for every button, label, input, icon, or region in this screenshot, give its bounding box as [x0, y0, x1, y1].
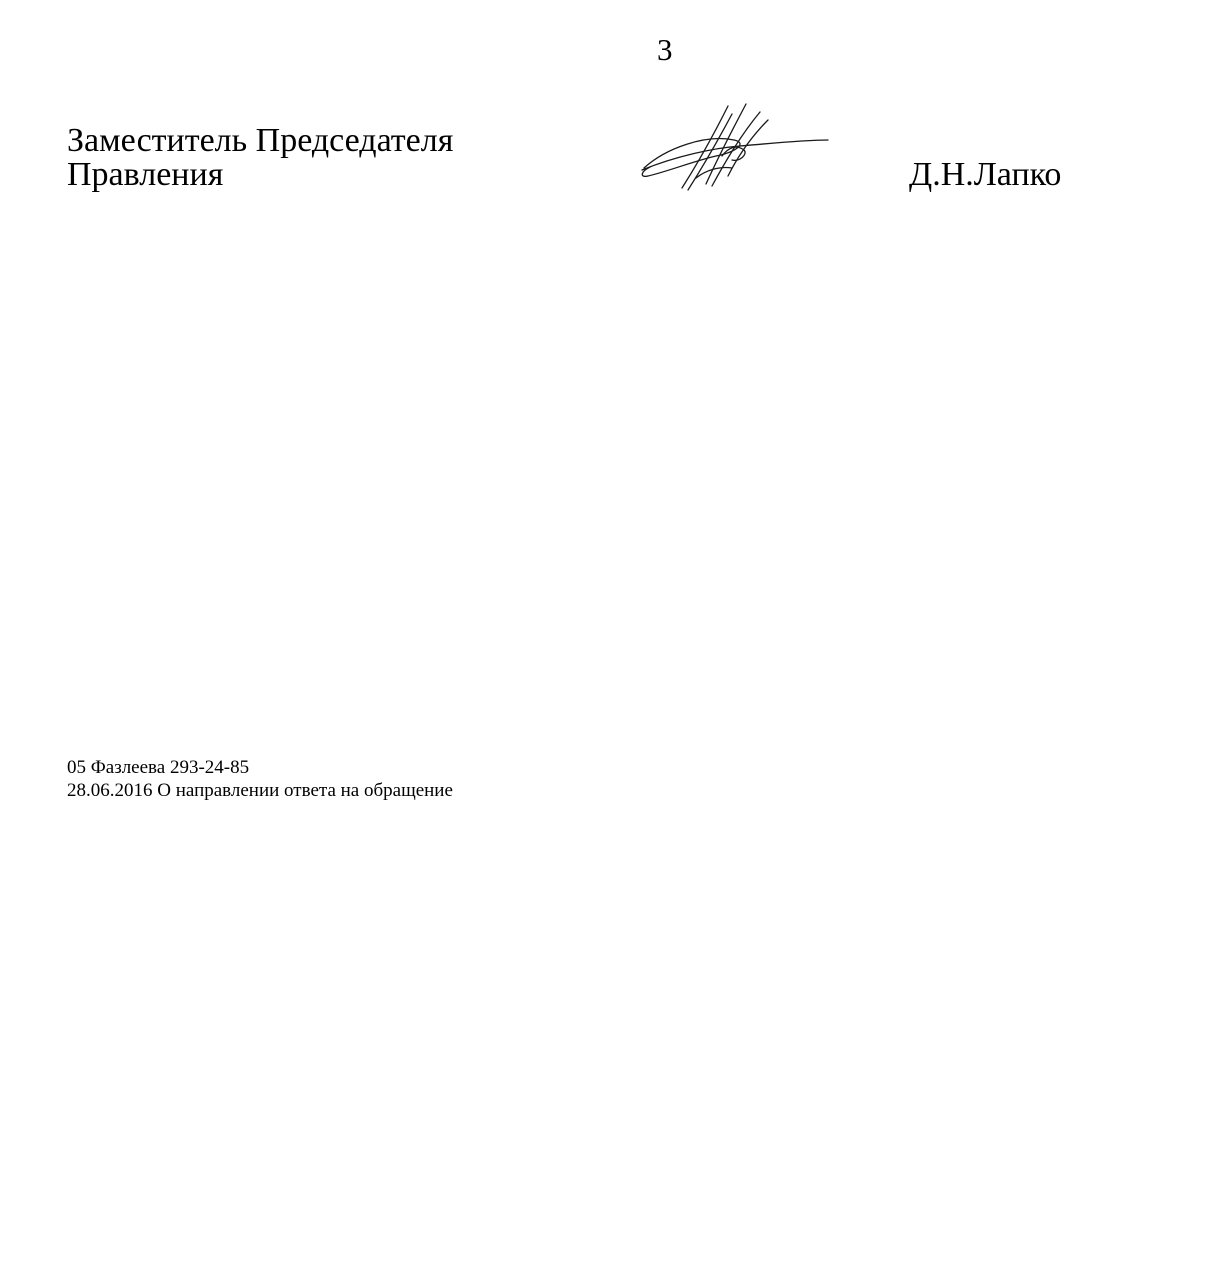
- document-reference-line: 28.06.2016 О направлении ответа на обращение: [67, 780, 453, 801]
- signatory-name: Д.Н.Лапко: [909, 156, 1062, 193]
- executor-contact-line: 05 Фазлеева 293-24-85: [67, 757, 250, 778]
- signatory-position-line-1: Заместитель Председателя: [67, 122, 454, 159]
- signatory-position: [67, 124, 453, 192]
- signatory-position-line-2: Правления: [67, 156, 224, 193]
- page-number: 3: [657, 32, 673, 67]
- signature-icon: [636, 96, 836, 200]
- executor-footer: [67, 756, 453, 802]
